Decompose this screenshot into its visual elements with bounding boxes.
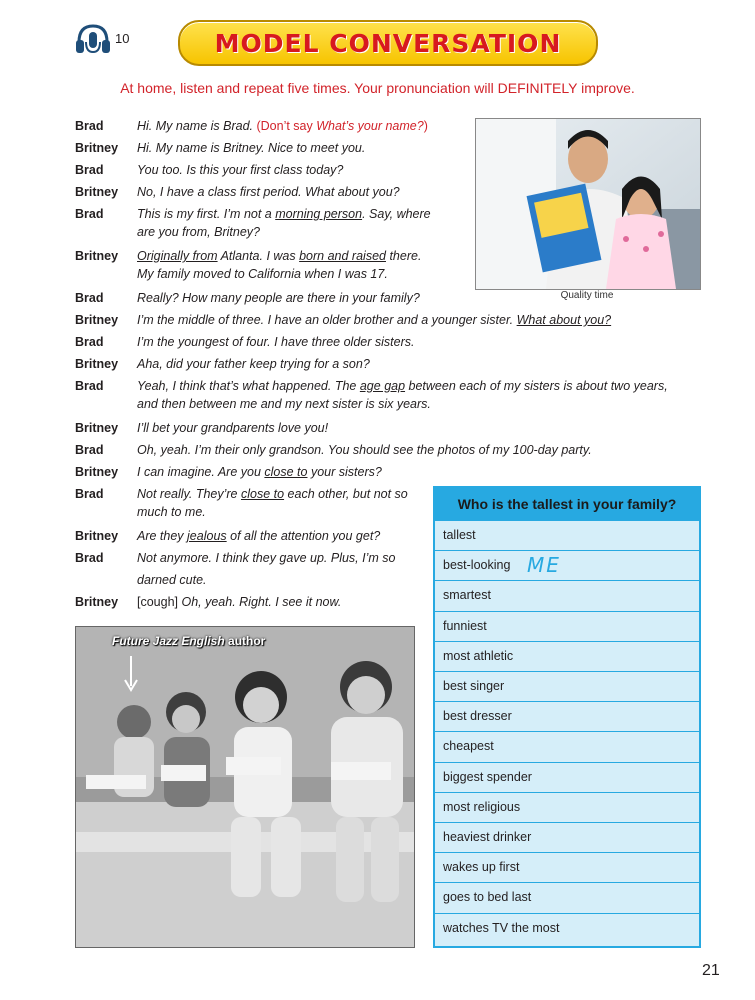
line-segment: I can imagine. Are you	[137, 465, 265, 479]
line-segment: What about you?	[516, 313, 612, 327]
line-segment: Hi. My name is Britney. Nice to meet you.	[137, 141, 366, 155]
survey-row	[435, 792, 699, 822]
dialogue-text-continued	[137, 503, 206, 521]
survey-title: Who is the tallest in your family?	[435, 488, 699, 520]
line-segment: Really? How many people are there in your family?	[137, 291, 420, 305]
dialogue-text	[137, 205, 431, 223]
photo-caption: Quality time	[560, 290, 614, 301]
photo-label-title: Future Jazz English	[112, 634, 225, 648]
line-segment: Originally from	[137, 249, 218, 263]
dialogue-text	[137, 463, 382, 481]
photo-label-rest: author	[224, 634, 266, 648]
family-survey-table	[433, 486, 701, 948]
line-segment: Oh, yeah. Right. I see it now.	[181, 595, 342, 609]
headphones-icon	[74, 22, 112, 56]
line-segment: What’s your name?	[316, 119, 424, 133]
line-segment: I’m the youngest of four. I have three older sisters.	[137, 335, 415, 349]
speaker-name: Britney	[75, 141, 119, 155]
line-segment: born and raised	[299, 249, 386, 263]
dialogue-text-continued	[137, 395, 431, 413]
survey-row	[435, 762, 699, 792]
speaker-name: Britney	[75, 313, 119, 327]
speaker-name: Britney	[75, 421, 119, 435]
line-segment: of all the attention you get?	[226, 529, 381, 543]
line-segment: You too. Is this your first class today?	[137, 163, 344, 177]
speaker-name: Britney	[75, 529, 119, 543]
survey-row	[435, 731, 699, 761]
dialogue-text	[137, 117, 428, 135]
line-segment: My family moved to California when I was 17.	[137, 267, 388, 281]
line-segment: between each of my sisters is about two years,	[405, 379, 668, 393]
line-segment: there.	[385, 249, 422, 263]
speaker-name: Brad	[75, 487, 104, 501]
speaker-name: Britney	[75, 249, 119, 263]
line-segment: darned cute.	[137, 573, 207, 587]
survey-row-label: best singer	[443, 679, 505, 693]
survey-row-label: tallest	[443, 528, 476, 542]
speaker-name: Brad	[75, 443, 104, 457]
survey-row	[435, 701, 699, 731]
survey-row-label: best dresser	[443, 709, 512, 724]
speaker-name: Brad	[75, 291, 104, 305]
dialogue-text-continued	[137, 265, 388, 283]
line-segment: Yeah, I think that’s what happened. The	[137, 379, 360, 393]
dialogue-text	[137, 161, 343, 179]
survey-row-label: wakes up first	[443, 860, 520, 875]
speaker-name: Brad	[75, 163, 104, 177]
line-segment: are you from, Britney?	[137, 225, 260, 239]
speaker-name: Britney	[75, 185, 119, 199]
survey-row-label: smartest	[443, 588, 491, 603]
survey-row-label: goes to bed last	[443, 890, 532, 905]
line-segment: and then between me and my next sister is six years.	[137, 397, 431, 411]
line-segment: morning person	[275, 207, 363, 221]
line-segment: Are they	[137, 529, 188, 543]
photo-father-daughter	[475, 118, 701, 290]
speaker-name: Brad	[75, 335, 104, 349]
line-segment: . Say, where	[362, 207, 431, 221]
dialogue-text	[137, 485, 408, 503]
line-segment: I’m the middle of three. I have an older brother and a younger sister.	[137, 313, 517, 327]
survey-row-label: best-looking	[443, 558, 511, 573]
line-segment: Hi. My name is Brad.	[137, 119, 257, 133]
survey-row	[435, 611, 699, 641]
dialogue-text	[137, 183, 400, 201]
dialogue-text	[137, 527, 380, 545]
track-number: 10	[115, 31, 130, 46]
survey-row	[435, 580, 699, 610]
dialogue-text	[137, 311, 611, 329]
line-segment: each other, but not so	[284, 487, 408, 501]
speaker-name: Britney	[75, 357, 119, 371]
survey-row-label: heaviest drinker	[443, 830, 532, 844]
dialogue-text	[137, 289, 420, 307]
line-segment: close to	[264, 465, 308, 479]
survey-row-label: watches TV the most	[443, 920, 560, 935]
line-segment: Not anymore. I think they gave up. Plus, I’m so	[137, 551, 396, 565]
survey-row-label: funniest	[443, 618, 487, 633]
line-segment: No, I have a class first period. What about you?	[137, 185, 400, 199]
line-segment: Atlanta. I was	[217, 249, 300, 263]
down-arrow-icon	[124, 656, 138, 692]
survey-row-label: most athletic	[443, 648, 514, 663]
line-segment: close to	[240, 487, 285, 501]
line-segment: I’ll bet your grandparents love you!	[137, 421, 329, 435]
line-segment: your sisters?	[307, 465, 382, 479]
survey-row	[435, 852, 699, 882]
dialogue-text	[137, 441, 592, 459]
survey-row	[435, 671, 699, 701]
page-title: MODEL CONVERSATION	[214, 28, 562, 58]
survey-row	[435, 520, 699, 550]
dialogue-text	[137, 377, 668, 395]
dialogue-text	[137, 355, 370, 373]
dialogue-text	[137, 247, 421, 265]
speaker-name: Britney	[75, 595, 119, 609]
dialogue-text	[137, 419, 328, 437]
speaker-name: Brad	[75, 207, 104, 221]
dialogue-text	[137, 593, 341, 611]
title-banner	[178, 20, 598, 66]
page-number: 21	[702, 962, 720, 979]
line-segment: much to me.	[137, 505, 206, 519]
survey-row-answer[interactable]: ME	[527, 553, 561, 578]
dialogue-text-continued	[137, 571, 207, 589]
survey-row-label: most religious	[443, 799, 521, 814]
dialogue-text	[137, 139, 365, 157]
speaker-name: Brad	[75, 379, 104, 393]
line-segment: age gap	[359, 379, 406, 393]
dialogue-text	[137, 549, 395, 567]
survey-row-label: biggest spender	[443, 769, 532, 784]
photo-label	[112, 634, 265, 648]
speaker-name: Brad	[75, 119, 104, 133]
line-segment: This is my first. I’m not a	[137, 207, 276, 221]
instruction-text: At home, listen and repeat five times. Your pronunciation will DEFINITELY improve.	[120, 80, 635, 96]
dialogue-text	[137, 333, 414, 351]
line-segment: [cough]	[137, 595, 182, 609]
line-segment: jealous	[187, 529, 227, 543]
survey-row	[435, 550, 699, 580]
survey-row	[435, 641, 699, 671]
line-segment: Aha, did your father keep trying for a son?	[137, 357, 370, 371]
line-segment: )	[423, 119, 428, 133]
survey-row	[435, 822, 699, 852]
line-segment: Oh, yeah. I’m their only grandson. You should see the photos of my 100-day party.	[137, 443, 592, 457]
speaker-name: Britney	[75, 465, 119, 479]
survey-row	[435, 882, 699, 912]
line-segment: (Don’t say	[256, 119, 317, 133]
speaker-name: Brad	[75, 551, 104, 565]
dialogue-text-continued	[137, 223, 260, 241]
survey-row-label: cheapest	[443, 739, 494, 754]
survey-row	[435, 913, 699, 943]
line-segment: Not really. They’re	[137, 487, 241, 501]
